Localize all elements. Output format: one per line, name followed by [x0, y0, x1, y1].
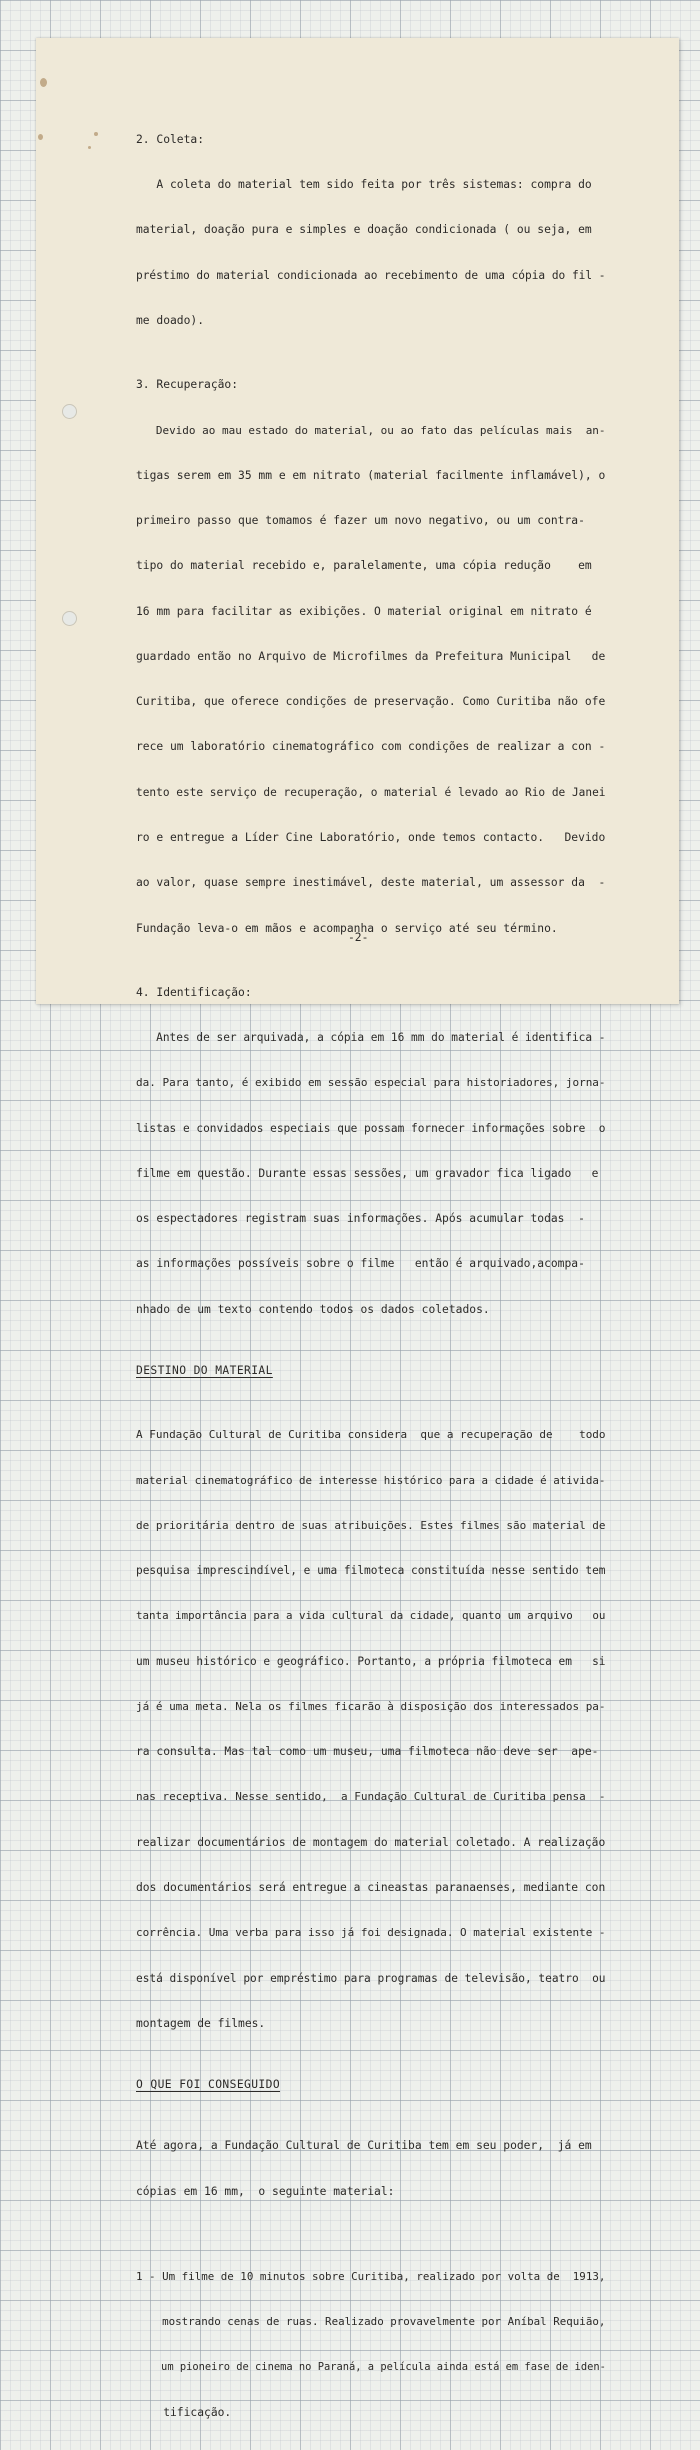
text-line: préstimo do material condicionada ao recebimento de uma cópia do fil - — [136, 268, 606, 282]
text-line: guardado então no Arquivo de Microfilmes da Prefeitura Municipal de — [136, 649, 606, 663]
section-title: 3. Recuperação: — [136, 378, 239, 392]
stain-mark — [40, 78, 47, 87]
section-title: 4. Identificação: — [136, 985, 252, 999]
stain-mark — [38, 134, 43, 140]
text-line: primeiro passo que tomamos é fazer um novo negativo, ou um contra- — [136, 514, 585, 528]
punch-hole — [62, 611, 77, 626]
section-conseguido — [136, 2077, 606, 2450]
section-body — [136, 1397, 606, 2061]
punch-hole — [62, 404, 77, 419]
text-line: Curitiba, que oferece condições de preservação. Como Curitiba não ofe — [136, 695, 606, 709]
document-page — [36, 38, 679, 2419]
text-line: listas e convidados especiais que possam fornecer informações sobre o — [136, 1121, 606, 1135]
text-line: filme em questão. Durante essas sessões, um gravador fica ligado e — [136, 1166, 599, 1180]
text-line: corrência. Uma verba para isso já foi designada. O material existente - — [136, 1926, 606, 1940]
section-body — [136, 147, 606, 358]
text-line: nhado de um texto contendo todos os dados coletados. — [136, 1302, 490, 1316]
section-heading: O QUE FOI CONSEGUIDO — [136, 2078, 281, 2092]
text-line: pesquisa imprescindível, e uma filmoteca constituída nesse sentido tem — [136, 1564, 606, 1578]
text-line: Antes de ser arquivada, a cópia em 16 mm do material é identifica - — [136, 1031, 606, 1045]
text-line: ro e entregue a Líder Cine Laboratório, onde temos contacto. Devido — [136, 831, 606, 845]
text-line: ra consulta. Mas tal como um museu, uma filmoteca não deve ser ape- — [136, 1745, 599, 1759]
section-heading: DESTINO DO MATERIAL — [136, 1364, 273, 1378]
text-line: um museu histórico e geográfico. Portanto, a própria filmoteca em si — [136, 1654, 606, 1668]
text-line: um pioneiro de cinema no Paraná, a película ainda está em fase de iden- — [136, 2360, 606, 2373]
text-line: 1 - Um filme de 10 minutos sobre Curitiba, realizado por volta de 1913, — [136, 2270, 606, 2284]
text-line: da. Para tanto, é exibido em sessão especial para historiadores, jorna- — [136, 1076, 606, 1090]
intro-text — [136, 2108, 606, 2229]
text-line: dos documentários será entregue a cineastas paranaenses, mediante con — [136, 1881, 606, 1895]
section-coleta — [136, 132, 606, 358]
text-line: material cinematográfico de interesse histórico para a cidade é ativida- — [136, 1473, 606, 1487]
text-line: montagem de filmes. — [136, 2016, 266, 2030]
section-body — [136, 392, 606, 966]
text-line: nas receptiva. Nesse sentido, a Fundação Cultural de Curitiba pensa - — [136, 1790, 606, 1804]
text-line: A coleta do material tem sido feita por três sistemas: compra do — [136, 178, 592, 192]
text-line: tigas serem em 35 mm e em nitrato (material facilmente inflamável), o — [136, 468, 606, 482]
text-line: cópias em 16 mm, o seguinte material: — [136, 2184, 395, 2198]
page-number: -2- — [348, 931, 369, 944]
section-body — [136, 1000, 606, 1347]
text-line: tipo do material recebido e, paralelamente, uma cópia redução em — [136, 559, 592, 573]
text-line: A Fundação Cultural de Curitiba considera que a recuperação de todo — [136, 1428, 606, 1442]
text-line: tificação. — [136, 2405, 232, 2419]
text-line: os espectadores registram suas informações. Após acumular todas - — [136, 1212, 585, 1226]
text-line: Até agora, a Fundação Cultural de Curitiba tem em seu poder, já em — [136, 2139, 592, 2153]
page-content — [136, 132, 606, 2450]
section-identificacao — [136, 985, 606, 1347]
text-line: realizar documentários de montagem do material coletado. A realização — [136, 1835, 606, 1849]
text-line: me doado). — [136, 314, 205, 328]
text-line: de prioritária dentro de suas atribuições. Estes filmes são material de — [136, 1518, 606, 1532]
section-recuperacao — [136, 377, 606, 966]
section-destino — [136, 1363, 606, 2061]
text-line: Fundação leva-o em mãos e acompanha o serviço até seu término. — [136, 921, 558, 935]
text-line: está disponível por empréstimo para programas de televisão, teatro ou — [136, 1971, 606, 1985]
text-line: tanta importância para a vida cultural da cidade, quanto um arquivo ou — [136, 1609, 606, 1623]
list-item — [136, 2239, 606, 2450]
text-line: já é uma meta. Nela os filmes ficarão à disposição dos interessados pa- — [136, 1699, 606, 1713]
text-line: 16 mm para facilitar as exibições. O material original em nitrato é — [136, 604, 592, 618]
section-title: 2. Coleta: — [136, 133, 205, 146]
text-line: Devido ao mau estado do material, ou ao fato das películas mais an- — [136, 423, 606, 437]
stain-mark — [94, 132, 98, 136]
stain-mark — [88, 146, 91, 149]
text-line: mostrando cenas de ruas. Realizado provavelmente por Aníbal Requião, — [136, 2315, 606, 2329]
text-line: material, doação pura e simples e doação condicionada ( ou seja, em — [136, 223, 592, 237]
text-line: as informações possíveis sobre o filme então é arquivado,acompa- — [136, 1257, 585, 1271]
text-line: rece um laboratório cinematográfico com condições de realizar a con - — [136, 740, 606, 754]
text-line: ao valor, quase sempre inestimável, deste material, um assessor da - — [136, 876, 606, 890]
text-line: tento este serviço de recuperação, o material é levado ao Rio de Janei — [136, 785, 606, 799]
